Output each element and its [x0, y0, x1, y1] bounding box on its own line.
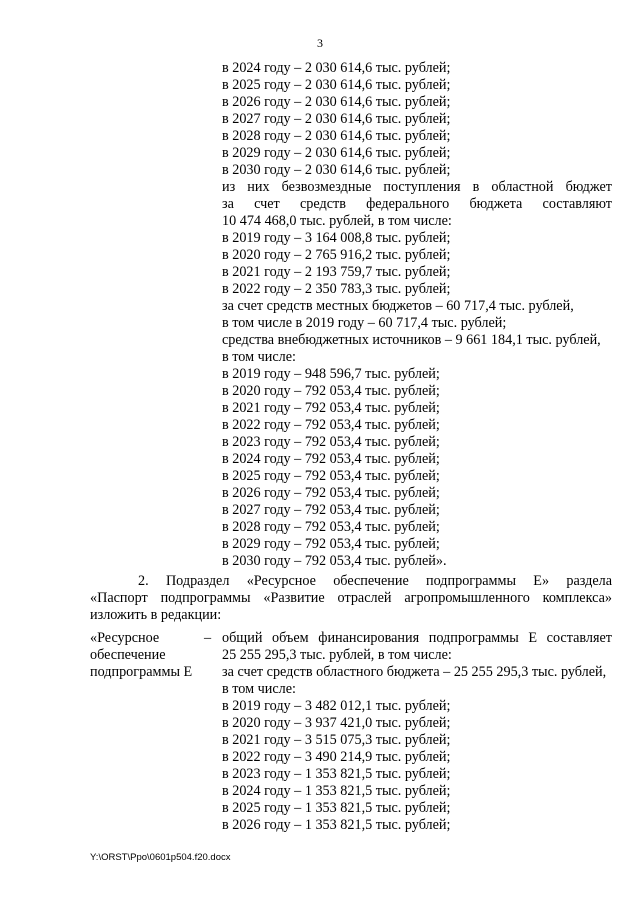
- local-budget-line: в том числе в 2019 году – 60 717,4 тыс. рублей;: [222, 315, 507, 331]
- year-line: в 2024 году – 1 353 821,5 тыс. рублей;: [222, 783, 451, 799]
- extrabudget-line: в том числе:: [222, 349, 296, 365]
- year-line: в 2022 году – 2 350 783,3 тыс. рублей;: [222, 281, 451, 297]
- resource-label-line: обеспечение: [90, 647, 166, 663]
- amendment-paragraph: [90, 573, 612, 624]
- year-line: в 2020 году – 3 937 421,0 тыс. рублей;: [222, 715, 451, 731]
- year-line: в 2020 году – 792 053,4 тыс. рублей;: [222, 383, 440, 399]
- federal-total: 10 474 468,0 тыс. рублей, в том числе:: [222, 213, 452, 229]
- year-line: в 2025 году – 2 030 614,6 тыс. рублей;: [222, 77, 451, 93]
- year-line: в 2025 году – 792 053,4 тыс. рублей;: [222, 468, 440, 484]
- year-line: в 2019 году – 3 482 012,1 тыс. рублей;: [222, 698, 451, 714]
- year-line: в 2028 году – 792 053,4 тыс. рублей;: [222, 519, 440, 535]
- year-line: в 2027 году – 792 053,4 тыс. рублей;: [222, 502, 440, 518]
- paragraph-line: изложить в редакции:: [90, 607, 222, 623]
- year-line: в 2026 году – 2 030 614,6 тыс. рублей;: [222, 94, 451, 110]
- year-line: в 2021 году – 3 515 075,3 тыс. рублей;: [222, 732, 451, 748]
- extrabudget-line: средства внебюджетных источников – 9 661 184,1 тыс. рублей,: [222, 332, 601, 348]
- year-line: в 2019 году – 3 164 008,8 тыс. рублей;: [222, 230, 451, 246]
- year-line: в 2021 году – 792 053,4 тыс. рублей;: [222, 400, 440, 416]
- year-line: в 2022 году – 3 490 214,9 тыс. рублей;: [222, 749, 451, 765]
- file-path-footer: Y:\ORST\Ppo\0601p504.f20.docx: [90, 852, 231, 863]
- year-line: в 2026 году – 792 053,4 тыс. рублей;: [222, 485, 440, 501]
- year-line: в 2029 году – 792 053,4 тыс. рублей;: [222, 536, 440, 552]
- resource-label-line: подпрограммы Е: [90, 664, 193, 680]
- page-number: 3: [317, 36, 323, 50]
- year-line: в 2026 году – 1 353 821,5 тыс. рублей;: [222, 817, 451, 833]
- resource-text-line: в том числе:: [222, 681, 296, 697]
- paragraph-line: 2. Подраздел «Ресурсное обеспечение подпрограммы Е» раздела: [138, 573, 612, 589]
- resource-text-line: 25 255 295,3 тыс. рублей, в том числе:: [222, 647, 452, 663]
- resource-text-line: за счет средств областного бюджета – 25 255 295,3 тыс. рублей,: [222, 664, 607, 680]
- year-line: в 2027 году – 2 030 614,6 тыс. рублей;: [222, 111, 451, 127]
- year-line: в 2030 году – 2 030 614,6 тыс. рублей;: [222, 162, 451, 178]
- year-line: в 2029 году – 2 030 614,6 тыс. рублей;: [222, 145, 451, 161]
- resource-label-line: «Ресурсное: [90, 630, 160, 646]
- dash-separator: –: [204, 630, 212, 646]
- year-line: в 2023 году – 792 053,4 тыс. рублей;: [222, 434, 440, 450]
- year-line: в 2028 году – 2 030 614,6 тыс. рублей;: [222, 128, 451, 144]
- federal-text-line: за счет средств федерального бюджета составляют: [222, 196, 612, 212]
- resource-text-line: общий объем финансирования подпрограммы Е составляет: [222, 630, 612, 646]
- paragraph-line: «Паспорт подпрограммы «Развитие отраслей агропромышленного комплекса»: [90, 590, 612, 606]
- year-line: в 2025 году – 1 353 821,5 тыс. рублей;: [222, 800, 451, 816]
- year-line: в 2030 году – 792 053,4 тыс. рублей».: [222, 553, 447, 569]
- year-line: в 2024 году – 2 030 614,6 тыс. рублей;: [222, 60, 451, 76]
- year-line: в 2024 году – 792 053,4 тыс. рублей;: [222, 451, 440, 467]
- local-budget-line: за счет средств местных бюджетов – 60 717,4 тыс. рублей,: [222, 298, 574, 314]
- year-line: в 2019 году – 948 596,7 тыс. рублей;: [222, 366, 440, 382]
- federal-text-line: из них безвозмездные поступления в областной бюджет: [222, 179, 612, 195]
- year-line: в 2021 году – 2 193 759,7 тыс. рублей;: [222, 264, 451, 280]
- year-line: в 2022 году – 792 053,4 тыс. рублей;: [222, 417, 440, 433]
- year-line: в 2023 году – 1 353 821,5 тыс. рублей;: [222, 766, 451, 782]
- year-line: в 2020 году – 2 765 916,2 тыс. рублей;: [222, 247, 451, 263]
